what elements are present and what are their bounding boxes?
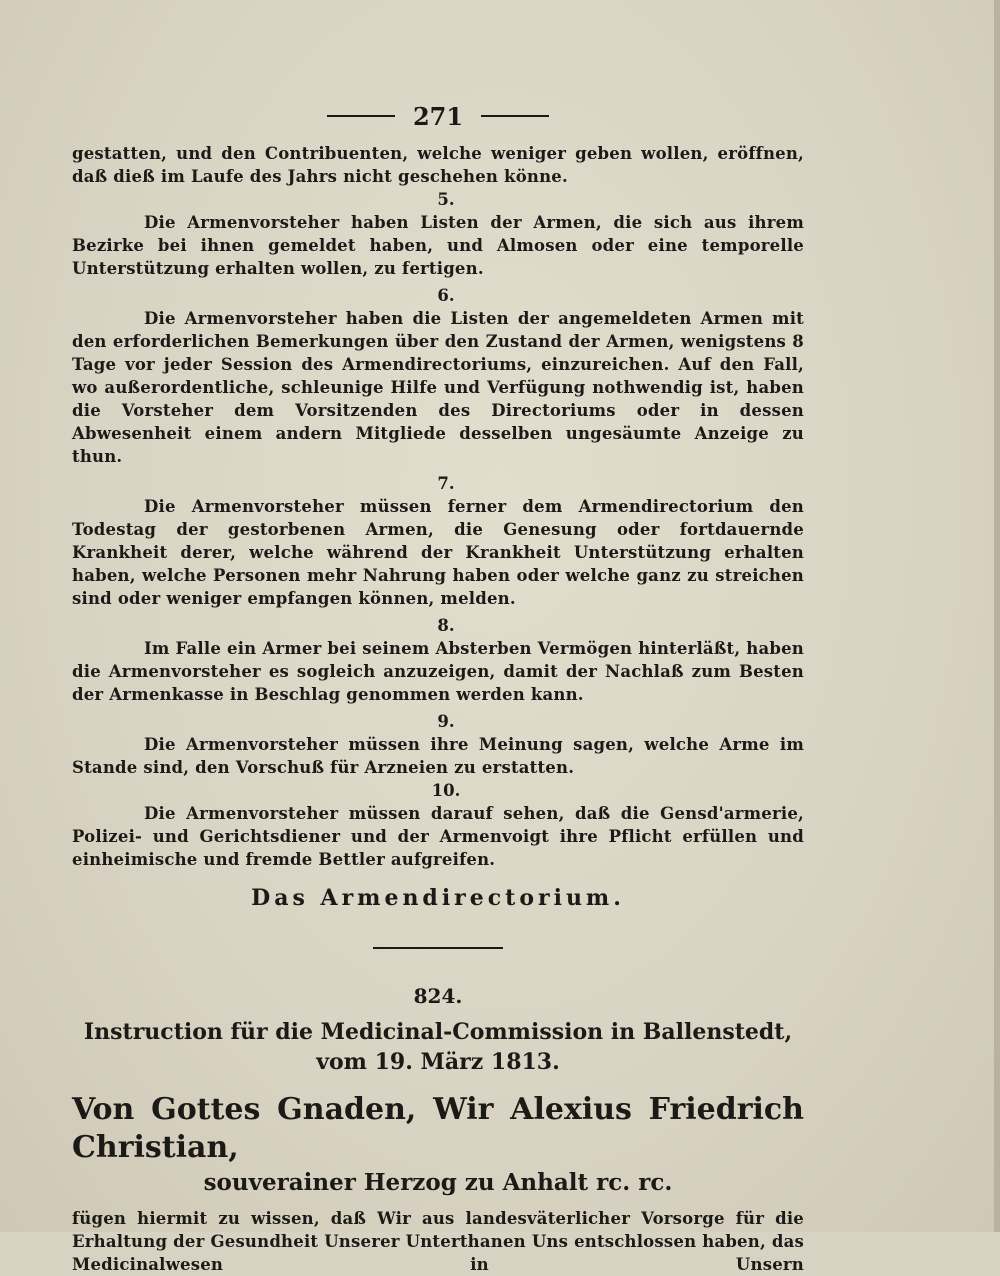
section-paragraph: Im Falle ein Armer bei seinem Absterben Vermögen hinterläßt, haben die Armenvorsteher es sogleich anzuzeigen, damit der Nachlaß zum Besten der Armenkasse in Beschlag genommen werden kann. <box>72 639 804 704</box>
document-date: vom 19. März 1813. <box>316 1049 560 1075</box>
section-number: 9. <box>437 712 455 731</box>
body-paragraph: fügen hiermit zu wissen, daß Wir aus landesväterlicher Vorsorge für die Erhaltung der Gesundheit Unserer Unterthanen Uns entschlossen haben, das Medicinalwesen in Unsern <box>72 1209 804 1274</box>
section-number: 5. <box>437 190 455 209</box>
preamble-subheading: souverainer Herzog zu Anhalt rc. rc. <box>203 1169 673 1196</box>
document-title: Instruction für die Medicinal-Commission in Ballenstedt, <box>83 1019 793 1045</box>
document-body <box>72 1207 804 1276</box>
text-column <box>72 96 804 1276</box>
header-rule-left <box>327 115 395 117</box>
document-divider <box>373 947 503 949</box>
section-paragraph: Die Armenvorsteher müssen ihre Meinung sagen, welche Arme im Stande sind, den Vorschuß für Arzneien zu erstatten. <box>72 735 804 777</box>
page-edge <box>994 0 1000 1232</box>
section-paragraph: Die Armenvorsteher müssen darauf sehen, daß die Gensd'armerie, Polizei- und Gerichtsdiener und der Armenvoigt ihre Pflicht erfüllen und einheimische und fremde Bettler aufgreifen. <box>72 804 804 869</box>
section-number: 8. <box>437 616 455 635</box>
preamble-heading: Von Gottes Gnaden, Wir Alexius Friedrich Christian, <box>72 1092 804 1165</box>
page-number: 271 <box>412 101 464 131</box>
section-number: 10. <box>431 781 461 800</box>
section-paragraph: Die Armenvorsteher müssen ferner dem Armendirectorium den Todestag der gestorbenen Armen, die Genesung oder fortdauernde Krankheit derer, welche während der Krankheit Unterstützung erhalten haben, welche Personen mehr Nahrung haben oder welche ganz zu streichen sind oder weniger empfangen können, melden. <box>72 497 804 608</box>
section-number: 7. <box>437 474 455 493</box>
section-number: 6. <box>437 286 455 305</box>
section-paragraph: Die Armenvorsteher haben die Listen der angemeldeten Armen mit den erforderlichen Bemerkungen über den Zustand der Armen, wenigstens 8 Tage vor jeder Session des Armendirectoriums, einzureichen. Auf den Fall, wo außerordentliche, schleunige Hilfe und Verfügung nothwendig ist, haben die Vorsteher dem Vorsitzenden des Directoriums oder in dessen Abwesenheit einem andern Mitgliede desselben ungesäumte Anzeige zu thun. <box>72 309 804 466</box>
continuation-paragraph: gestatten, und den Contribuenten, welche weniger geben wollen, eröffnen, daß dieß im Laufe des Jahrs nicht geschehen könne. <box>72 144 804 186</box>
page-header <box>72 96 804 136</box>
section-paragraph: Die Armenvorsteher haben Listen der Armen, die sich aus ihrem Bezirke bei ihnen gemeldet haben, und Almosen oder eine temporelle Unterstützung erhalten wollen, zu fertigen. <box>72 213 804 278</box>
header-rule-right <box>481 115 549 117</box>
signature: Das Armendirectorium. <box>251 885 625 911</box>
document-number: 824. <box>413 984 463 1008</box>
